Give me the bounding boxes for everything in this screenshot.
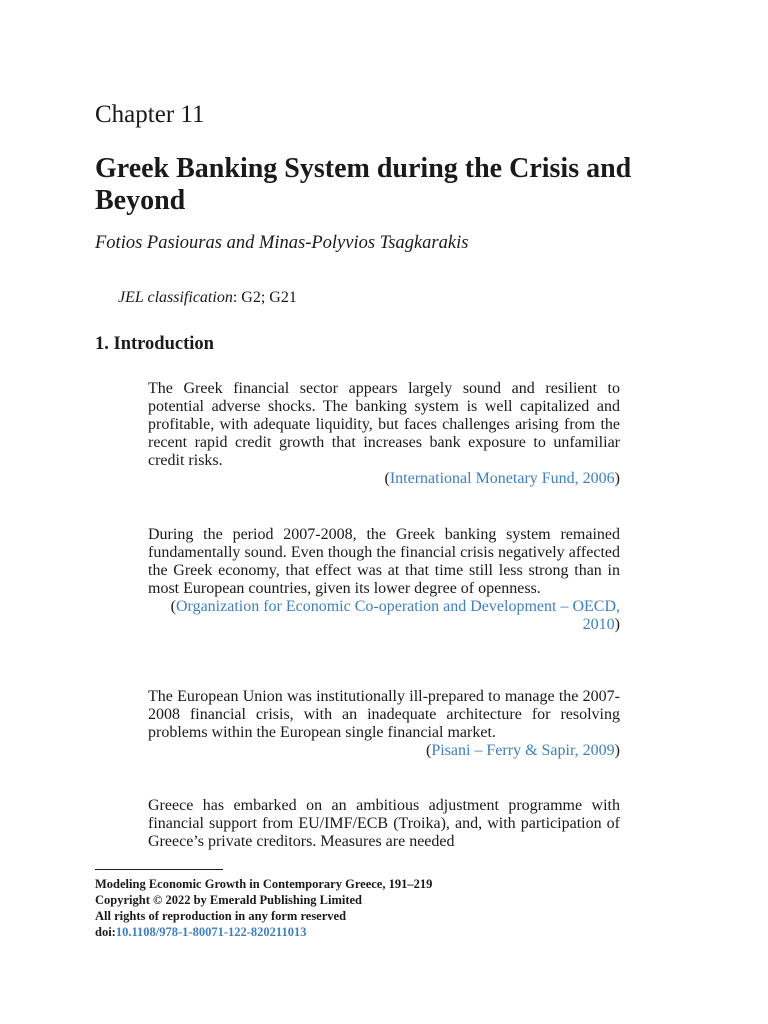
- jel-codes: : G2; G21: [232, 289, 297, 306]
- quote-text: Greece has embarked on an ambitious adjustment programme with financial support from EU/IMF/ECB (Troika), and, with participation of Greece’s private creditors. Measures are needed: [148, 797, 620, 850]
- doi-link[interactable]: 10.1108/978-1-80071-122-820211013: [115, 925, 307, 939]
- paren-close: ): [614, 616, 620, 633]
- paren-close: ): [614, 470, 620, 487]
- paren-close: ): [614, 742, 620, 759]
- citation-link[interactable]: Pisani – Ferry & Sapir, 2009: [431, 742, 615, 759]
- quote-text: During the period 2007-2008, the Greek banking system remained fundamentally sound. Even though the financial crisis negatively affected the Greek economy, that effect was at that time still less strong than in most European countries, given its lower degree of openness.: [148, 526, 620, 597]
- citation-link[interactable]: International Monetary Fund, 2006: [389, 470, 615, 487]
- jel-label: JEL classification: [118, 289, 233, 306]
- footnote-book: Modeling Economic Growth in Contemporary Greece, 191–219: [95, 877, 433, 891]
- quote-text: The European Union was institutionally ill-prepared to manage the 2007-2008 financial crisis, with an inadequate architecture for resolving problems within the European single financial market.: [148, 688, 620, 741]
- paren-open: (: [170, 598, 176, 615]
- paren-open: (: [384, 470, 390, 487]
- doi-label: doi:: [95, 925, 116, 939]
- citation-link[interactable]: Organization for Economic Co-operation and Development – OECD, 2010: [175, 598, 620, 633]
- epigraph-quote-2: [148, 526, 620, 634]
- epigraph-quote-3: [148, 688, 620, 760]
- footnote-rights: All rights of reproduction in any form reserved: [95, 909, 347, 923]
- footnote: [95, 876, 655, 940]
- quote-text: The Greek financial sector appears largely sound and resilient to potential adverse shocks. The banking system is well capitalized and profitable, with adequate liquidity, but faces challenges arising from the recent rapid credit growth that increases bank exposure to unfamiliar credit risks.: [148, 380, 620, 469]
- epigraph-quote-4: [148, 797, 620, 851]
- quote-source: [148, 742, 620, 760]
- chapter-label: Chapter 11: [95, 101, 205, 128]
- chapter-authors: Fotios Pasiouras and Minas-Polyvios Tsagkarakis: [95, 233, 469, 253]
- footnote-copyright: Copyright © 2022 by Emerald Publishing Limited: [95, 893, 363, 907]
- section-heading: 1. Introduction: [95, 334, 214, 354]
- footnote-doi: [95, 924, 655, 940]
- paren-open: (: [425, 742, 432, 759]
- epigraph-quote-1: [148, 380, 620, 488]
- jel-classification: [118, 287, 297, 309]
- chapter-title: Greek Banking System during the Crisis and Beyond: [95, 153, 632, 216]
- quote-source: [148, 598, 620, 634]
- footnote-rule: [95, 869, 223, 870]
- quote-source: [148, 470, 620, 488]
